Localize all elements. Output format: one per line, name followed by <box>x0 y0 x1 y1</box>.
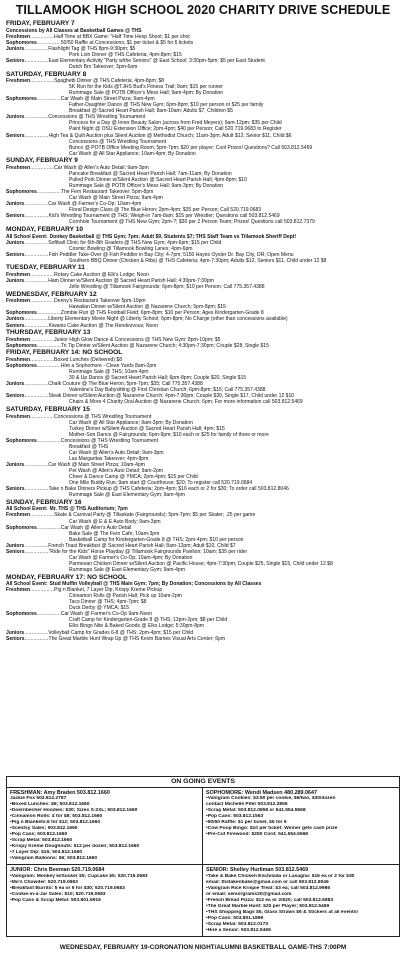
event-text: Kiwanis Cake Auction @ The Rendezvous; Noon <box>48 322 158 329</box>
event-text: Mother-Son Dance @ Fairgrounds; 6pm-9pm; $10 each or $25 for family of three or more <box>69 431 269 438</box>
ongoing-item: •Krispy Kreme Doughnuts: $12 per dozen; 503.812.1660 <box>10 844 140 850</box>
dot-leader <box>37 189 61 195</box>
event-text: Flashlight Tag @ THS 8pm-9:30pm; $5 <box>48 45 136 52</box>
event-text: Pet Wash @ Allen's Auto Detail; 9am-2pm <box>69 468 163 474</box>
event-text: Breakfast @ Sacred Heart Parish Hall; 8am-10am; Adults $7, Children $5 <box>69 108 233 115</box>
dot-leader <box>24 114 48 120</box>
ongoing-box-heading: SOPHOMORE: Wendi Madsen 480.289.0647 <box>206 790 318 796</box>
event-text: Father-Daughter Dance @ THS New Gym; 6pm-8pm; $10 per person or $25 per family <box>69 102 264 109</box>
event-row <box>6 258 400 264</box>
class-label: Seniors <box>6 57 25 64</box>
dot-leader <box>30 298 54 304</box>
ongoing-box-heading: JUNIOR: Chris Beeman 520.719.0684 <box>10 867 105 874</box>
event-text: Car Wash @ Allen's Auto Detail <box>60 524 132 531</box>
ongoing-item: email: thstakenbake@gmail.com or call 503.812.8046 <box>206 879 329 885</box>
day-heading: SATURDAY, FEBRUARY 15 <box>6 405 90 413</box>
dot-leader <box>25 549 49 555</box>
event-text: 5K Run for the Kids @TJHS Bud's Fitness Trail; 8am; $15 per runner <box>69 84 223 91</box>
event-text: Take n Bake Dinners Pickup @ THS Cafeteria; 2pm-4pm; $16 each or 2 for $30; To order call 503.812.8046 <box>48 486 289 493</box>
class-label: Juniors <box>6 381 25 388</box>
class-label: Freshmen <box>6 587 31 594</box>
footer-announcement: WEDNESDAY, FEBRUARY 19-CORONATION NIGHT/ALUMNI BASKETBALL GAME-THS 7:00PM <box>59 944 347 951</box>
ongoing-item: Jackie Fox 503.812.2787 <box>10 796 67 802</box>
ongoing-box-items <box>10 874 199 904</box>
event-text: Bunco @ POTB Office Meeting Room; 5pm-7pm; $20 per player; Cool Prizes! Questions? Call 503.812.5469 <box>69 144 313 151</box>
event-text: Rotary Cake Auction @ Elk's Lodge; Noon <box>54 271 149 278</box>
ongoing-item: •Take & Bake Chicken Enchilada or Lasagna: $16 ea or 2 for $30 <box>206 873 355 879</box>
schedule <box>6 20 400 642</box>
class-label: Freshmen <box>6 357 31 364</box>
ongoing-item: •Valogram: Monkey w/Sucker $5; Cupcake $5; 520.719.0683 <box>10 873 148 879</box>
event-text: Cosmic Bowling @ Tillamook Bowling Lanes; 4pm-6pm <box>69 245 193 252</box>
day-heading: MONDAY, FEBRUARY 10 <box>6 225 84 233</box>
day-heading: MONDAY, FEBRUARY 17: NO SCHOOL <box>6 573 128 581</box>
dot-leader <box>37 96 61 102</box>
event-text: Fish Peddler Take-Over @ Fish Peddler in Bay City; 4-7pm; 5150 Hayes Oyster Dr. Bay City, OR; Open Menu <box>48 251 294 258</box>
class-label: Sophomores <box>6 189 37 196</box>
ongoing-box-items <box>206 874 396 934</box>
class-label: Freshmen <box>6 164 31 171</box>
event-text: Concessions by All Classes at Basketball Games @ THS <box>6 27 142 34</box>
event-row <box>6 219 400 225</box>
event-text: Rummage Sale @ POTB Officer's Mess Hall; 9am-3pm; By Donation <box>69 183 224 190</box>
event-text: Car Wash @ All Star Appliance; 9am-3pm; By Donation <box>69 419 193 426</box>
event-text: Skate & Carnival Party @ Tillaskate (Fairgrounds); 5pm-7pm; $5 per Skater; .25 per game <box>54 512 256 519</box>
class-label: Seniors <box>6 213 25 220</box>
class-label: All School Event: <box>6 506 48 513</box>
event-text: Concessions @ THS Wrestling Tournament <box>60 437 158 444</box>
event-text: Car Wash @ Farmer's Co-Op; 10am-4pm <box>48 201 142 208</box>
ongoing-item: •7 Layer Dip: $15; 503.812.1660 <box>10 850 83 856</box>
event-text: East Elementary Activity "Party w/the Seniors" @ East School; 3:30pm-5pm; $5 per East Student <box>48 57 265 64</box>
event-text: Zombie Run @ THS Football Field; 6pm-8pm; $10 per Person; Ages Kindergarten-Grade 8 <box>60 310 264 317</box>
event-text: Volleyball Camp for Grades 6-8 @ THS; 2pm-4pm; $15 per Child <box>48 629 194 636</box>
event-text: Cheer & Dance Camp @ YMCA; 2pm-4pm; $15 per Child <box>69 474 198 481</box>
class-label: Freshmen <box>6 298 31 305</box>
class-label: Freshmen <box>6 512 31 519</box>
event-text: Ham Dinner w/Silent Auction @ Sacred Heart Parish Hall; 4:30pm-7:30pm <box>48 278 214 285</box>
event-text: Softball Clinic for 6th-8th Graders @ THS New Gym; 4pm-6pm; $15 per Child <box>48 239 222 246</box>
event-text: Cinnamon Rolls @ Parish Hall; Pick up 10am-2pm <box>69 593 182 600</box>
dot-leader <box>25 323 49 329</box>
event-text: Rummage Sale @ POTB Officer's Mess Hall; 9am-4pm; By Donation <box>69 90 224 97</box>
event-text: Valentine's Day Babysitting @ First Christian Church; 6pm-8pm; $15; Call 775.357.4388 <box>69 387 266 394</box>
event-text: Rummage Sale @ East Elementary Gym; 9am-4pm <box>69 492 185 499</box>
event-text: Car Wash @ Main Street Pizza; 9am-4pm <box>60 96 155 103</box>
ongoing-item: •Doernbecher Hoodies: $30; Sizes S-2XL; 503.812.1660 <box>10 808 138 814</box>
event-text: Basketball Camp for Kindergarten-Grade 8 @ THS; 2pm-4pm; $10 per person <box>69 536 244 543</box>
event-text: Car Wash @ Allen's Auto Detail; 9am-3pm <box>54 164 149 171</box>
event-text: Princess for a Day @ Inner Beauty Salon (across from Fred Meyers); 9am-12pm; $35 per Child <box>69 120 282 127</box>
ongoing-box-junior <box>7 864 203 935</box>
ongoing-events-heading: ON GOING EVENTS <box>7 777 399 788</box>
event-text: Paint Night @ OSU Extension Office; 2pm-4pm; $40 per Person; Call 520.719.0683 to Register <box>69 126 282 133</box>
event-text: 30 & Up Dance @ Sacred Heart Parish Hall; 6pm-8pm; Couple $20, Single $15 <box>69 375 247 382</box>
event-text: Craft Camp for Kindergarten-Grade 8 @ THS; 12pm-2pm; $8 per Child <box>69 617 228 624</box>
event-text: High Tea & Quilt Auction plus Silent Auction @ Methodist Church; 11am-3pm; Adult $12, Senior $11, Child $6 <box>48 132 292 139</box>
event-row <box>6 323 400 329</box>
class-label: Juniors <box>6 542 25 549</box>
class-label: Juniors <box>6 239 25 246</box>
event-text: Junior High Glow Dance & Concessions @ THS New Gym; 8pm-10pm; $5 <box>54 336 221 343</box>
event-row <box>6 492 400 498</box>
event-row <box>6 284 400 290</box>
ongoing-item: •Pop Cans: 503.801.1899 <box>206 915 264 921</box>
dot-leader <box>24 381 48 387</box>
dot-leader <box>30 414 54 420</box>
class-label: Seniors <box>6 132 25 139</box>
event-text: Pulled Pork Dinner w/Silent Auction @ Sacred Heart Parish Hall; 4pm-8pm; $10 <box>69 177 247 183</box>
class-label: Seniors <box>6 486 25 493</box>
class-label: Juniors <box>6 316 25 323</box>
ongoing-events-panel <box>6 776 400 937</box>
event-text: Pork Loin Dinner @ THS Cafeteria; 4pm-8pm; $15 <box>69 51 182 58</box>
event-text: Denny's Restaurant Takeover 5pm-10pm <box>54 298 146 305</box>
event-text: Concessions @ THS Wrestling Tournament <box>48 114 146 121</box>
dot-leader <box>25 393 49 399</box>
event-text: Chairs & More 4 Charity Oral Auction @ Nazarene Church; 6pm; For more information call 503.812.5469 <box>69 399 303 406</box>
event-text: 50/50 Raffle at Concessions; $1 per ticket & $5 for 6 tickets <box>60 39 194 46</box>
class-label: Sophomores <box>6 96 37 103</box>
event-text: Turkey Dinner w/Silent Auction @ Sacred Heart Parish Hall; 4pm; $15 <box>69 425 225 432</box>
event-text: Taco Dinner @ THS; 4pm-7pm; $8 <box>69 599 147 606</box>
ongoing-item: •Scrap Metal: 503.812.0958 or 541.554.5568 <box>206 808 306 814</box>
dot-leader <box>30 78 54 84</box>
event-text: One Mile Buddy Run; 9am start @ Courthouse; $20; To register call 520.719.0684 <box>69 480 253 487</box>
event-row <box>6 636 400 642</box>
day-heading: TUESDAY, FEBRUARY 11 <box>6 264 85 272</box>
event-text: French Toast Breakfast @ Sacred Heart Parish Hall; 8am-12pm; Adult $10, Child $7 <box>48 542 236 549</box>
class-label: Sophomores <box>6 524 37 531</box>
event-text: Concessions @ THS Wrestling Tournament <box>54 413 152 420</box>
event-text: Hawaiian Dinner w/Silent Auction @ Nazarene Church; 5pm-8pm; $15 <box>69 304 226 311</box>
class-label: Freshmen <box>6 33 31 40</box>
dot-leader <box>37 525 61 531</box>
class-label: Juniors <box>6 201 25 208</box>
dot-leader <box>30 165 54 171</box>
event-text: Rummage Sale @ THS; 10am-4pm <box>69 369 149 376</box>
event-text: The Great Marble Hunt Wrap Up @ THS Kevin Barnes Visual Arts Center; 6pm <box>48 635 226 642</box>
ongoing-item: •Scrap Metal: 503.812.0173 <box>206 921 269 927</box>
event-text: Southern BBQ Dinner (Chicken & Ribs) @ THS Cafeteria; 4pm-7:30pm; Adults $12, Seniors $11, Child under 12 $8 <box>69 257 327 264</box>
day-heading: FRIDAY, FEBRUARY 14: NO SCHOOL <box>6 349 123 357</box>
event-text: Las Margaritas Takeover; 4pm-8pm <box>69 455 149 462</box>
event-text: Boxed Lunches (Delivered) $8 <box>54 357 123 364</box>
event-text: Car Wash @ Allen's Auto Detail; 9am-3pm <box>69 449 164 456</box>
event-row <box>6 567 400 573</box>
event-text: Jello Wrestling @ Tillamook Fairgrounds; 6pm-8pm; $10 per Person; Call 775.357.4388 <box>69 284 265 291</box>
ongoing-item: •Mo's Chowder: 520.719.0683 <box>10 879 78 885</box>
event-row <box>6 343 400 349</box>
dot-leader <box>30 587 54 593</box>
event-text: Half Time at BBX Game: "Half Time Hoop Shoot; $1 per shot <box>54 33 190 40</box>
event-text: Car Wash @ Main Street Pizza; 9am-4pm <box>69 195 163 202</box>
ongoing-item: •Valogram Balloons: $6; 503.812.1660 <box>10 856 98 862</box>
class-label: Freshmen <box>6 271 31 278</box>
ongoing-item: •Pre-Cut Firewood: $250 Cord; 541.554.5568 <box>206 832 309 838</box>
class-label: Juniors <box>6 278 25 285</box>
ongoing-item: •Boxed Lunches: $8; 503.812.1660 <box>10 802 90 808</box>
page-title: TILLAMOOK HIGH SCHOOL 2020 CHARITY DRIVE SCHEDULE <box>15 3 391 17</box>
dot-leader <box>25 133 49 139</box>
event-text: Car Wash @ Farmer's Co-Op 9am-Noon <box>60 611 153 618</box>
event-text: "Ride for the Kids" Horse Playday @ Tillamook Fairgrounds Pavilion; 10am; $35 per rider <box>48 548 248 555</box>
class-label: Sophomores <box>6 363 37 370</box>
ongoing-item: •Pop Cans & Scrap Metal: 503.801.6916 <box>10 897 101 903</box>
event-text: Mr. THS @ THS Auditorium; 7pm <box>49 506 128 513</box>
class-label: Juniors <box>6 114 25 121</box>
event-text: Liberty Elementary Movie Night @ Liberty School; 6pm-8pm; No Charge (other than concessions available) <box>48 316 288 323</box>
class-label: Freshmen <box>6 336 31 343</box>
class-label: Seniors <box>6 635 25 642</box>
day-heading: WEDNESDAY, FEBRUARY 12 <box>6 290 97 298</box>
ongoing-box-heading: SENIOR: Shelley Hurliman 503.812.5469 <box>206 867 309 874</box>
dot-leader <box>37 611 61 617</box>
ongoing-item: •Cinnamon Rolls: 4 for $8; 503.812.1660 <box>10 814 103 820</box>
ongoing-item: •French Bread Pizza: $12 ea or 2/$20; call 503.812.6883 <box>206 897 334 903</box>
dot-leader <box>30 512 54 518</box>
day-heading: THURSDAY, FEBRUARY 13 <box>6 329 91 337</box>
day-heading: SUNDAY, FEBRUARY 16 <box>6 498 82 506</box>
ongoing-item: •Cow Poop Bingo: $10 per ticket; Winner gets cash prize <box>206 826 338 832</box>
event-text: Donkey Basketball @ THS Gym; 7pm; Adult $9, Students $7; THS Staff Team vs Tillamook Sheriff Dept! <box>49 233 297 240</box>
event-text: Rummage Sale @ East Elementary Gym; 9am-4pm <box>69 566 185 573</box>
dot-leader <box>25 486 49 492</box>
ongoing-item: •Pig n Blankets:6 for $12; 503.812.1660 <box>10 820 101 826</box>
dot-leader <box>24 201 48 207</box>
dot-leader <box>24 278 48 284</box>
event-text: Elks Bingo Nite & Baked Goods @ Elks Lodge; 5:30pm-8pm <box>69 623 205 630</box>
class-label: Juniors <box>6 629 25 636</box>
class-label: Juniors <box>6 461 25 468</box>
class-label: Seniors <box>6 322 25 329</box>
ongoing-item: •Hire a Senior: 503.812.5469 <box>206 927 271 933</box>
ongoing-item: •Breakfast Burrito: 5 ea or 6 for $30; 520.719.0683 <box>10 885 125 891</box>
dot-leader <box>37 363 61 369</box>
event-text: Floral Design Class @ The Blue Heron; 2pm-4pm; $35 per Person; Call 520.719.0683 <box>69 207 262 214</box>
dot-leader <box>25 58 49 64</box>
event-text: Concessions @ THS Wrestling Tournament <box>69 138 167 145</box>
event-text: Cornhole Tournament @ THS New Gym; 2pm-?; $30 per 2 Person Team; Prizes! Questions call 503.812.7379 <box>69 219 315 226</box>
event-row <box>6 399 400 405</box>
class-label: All School Event: <box>6 581 48 588</box>
ongoing-item: •50/50 Raffle: $1 per ticket, $5 for 6 <box>206 820 287 826</box>
ongoing-box-items <box>10 796 199 862</box>
ongoing-box-items <box>206 796 396 838</box>
event-text: Car Wash @ All Star Appliance; 10am-4pm; By Donation <box>69 150 196 157</box>
class-label: Sophomores <box>6 437 37 444</box>
event-text: Steak Dinner w/Silent Auction @ Nazarene Church; 4pm-7:30pm; Couple $30, Single $17, Child under 12 $10 <box>48 393 295 400</box>
event-row <box>6 64 400 70</box>
class-label: Juniors <box>6 45 25 52</box>
class-label: All School Event: <box>6 233 48 240</box>
class-label: Sophomores <box>6 39 37 46</box>
event-text: The Fern Restaurant Takeover; 5pm-8pm <box>60 189 154 196</box>
ongoing-item: •Scentsy Sales; 503.812.1660 <box>10 826 78 832</box>
class-label: Sophomores <box>6 342 37 349</box>
class-label: Seniors <box>6 393 25 400</box>
ongoing-item: •THS Shopping Bags $5, Glass Straws $6 & Stickers at all events! <box>206 909 359 915</box>
day-heading: SUNDAY, FEBRUARY 9 <box>6 157 78 165</box>
ongoing-item: or email: seniorgrams20@gmail.com <box>206 891 292 897</box>
class-label: Freshmen <box>6 413 31 420</box>
dot-leader <box>37 343 61 349</box>
ongoing-item: contact Michelle Pifer 503.812.3856 <box>206 802 288 808</box>
event-text: Car Wash @ E & E Auto Body; 9am-3pm <box>69 518 161 525</box>
class-label: Sophomores <box>6 611 37 618</box>
dot-leader <box>25 252 49 258</box>
ongoing-item: •The Great Marble Hunt: $20 per Player; 503.812.5469 <box>206 903 330 909</box>
dot-leader <box>37 438 61 444</box>
ongoing-box-heading: FRESHMAN: Amy Braden 503.812.1660 <box>10 790 110 796</box>
class-label: Seniors <box>6 251 25 258</box>
ongoing-events-grid <box>7 788 399 936</box>
event-text: Hire a Sophomore - Clean Yards 8am-2pm <box>60 363 157 370</box>
day-heading: SATURDAY, FEBRUARY 8 <box>6 70 87 78</box>
event-text: Spaghetti Dinner @ THS Cafeteria; 4pm-8pm; $8 <box>54 78 165 85</box>
dot-leader <box>24 462 48 468</box>
dot-leader <box>24 46 48 52</box>
class-label: Seniors <box>6 548 25 555</box>
ongoing-item: •Pop Cans; 503.812.1660 <box>10 832 68 838</box>
event-text: Bake Sale @ The Fern Cafe; 10am-3pm <box>69 530 160 537</box>
day-heading: FRIDAY, FEBRUARY 7 <box>6 20 75 27</box>
ongoing-box-senior <box>203 864 399 935</box>
event-text: Car Wash @ Main Street Pizza; 10am-4pm <box>48 461 145 468</box>
event-text: Parmesan Chicken Dinner w/Silent Auction @ Pacific House; 4pm-7:30pm; Couple $25, Single $15, Child under 12 $8 <box>69 560 333 567</box>
event-text: Chalk Couture @ The Blue Heron; 5pm-7pm; $35; Call 775.357.4388 <box>48 381 203 388</box>
dot-leader <box>24 240 48 246</box>
event-text: Kid's Wrestling Tournament @ THS; Weigh-in 7am-8am; $15 per Wrestler; Questions call 503.812.5469 <box>48 213 280 220</box>
event-row <box>6 151 400 157</box>
dot-leader <box>25 213 49 219</box>
ongoing-item: •Pop Cans: 503.812.1563 <box>206 814 264 820</box>
event-text: Pig n Blanket, 7 Layer Dip, Krispy Kreme Pickup <box>54 587 163 594</box>
event-text: Dutch Bro Takeover; 3pm-6pm <box>69 63 138 70</box>
event-text: Car Wash @ Farmer's Co-Op; 10am-4pm; By Donation <box>69 554 193 561</box>
ongoing-box-sophomore <box>203 788 399 864</box>
event-text: Tri Tip Dinner w/Silent Auction @ Nazarene Church; 4:30pm-7:30pm; Couple $28, Single $15 <box>60 342 269 349</box>
ongoing-box-freshman <box>7 788 203 864</box>
dot-leader <box>25 636 49 642</box>
ongoing-item: •Valogram Rice Krispie Treat: $3 ea; call 503.812.9986 <box>206 885 331 891</box>
event-text: Stud Muffin Volleyball @ THS Main Gym; 7pm; By Donation; Concessions by All Classes <box>49 581 262 588</box>
event-text: Breakfast @ THS <box>69 443 109 450</box>
ongoing-item: •Cookie-in-a-Jar Sales: $10; 520.719.0683 <box>10 891 106 897</box>
class-label: Sophomores <box>6 310 37 317</box>
event-text: Pancake Breakfast @ Sacred Heart Parish Hall; 7am-11am; By Donation <box>69 170 232 177</box>
class-label: Freshmen <box>6 78 31 85</box>
event-text: Duck Derby @ YMCA; $15 <box>69 605 130 612</box>
ongoing-item: •Valogram Cookies: $3.50 per cookie, $6/two, $30/dozen <box>206 796 336 802</box>
ongoing-item: •Scrap Metal: 503.812.1660 <box>10 838 73 844</box>
